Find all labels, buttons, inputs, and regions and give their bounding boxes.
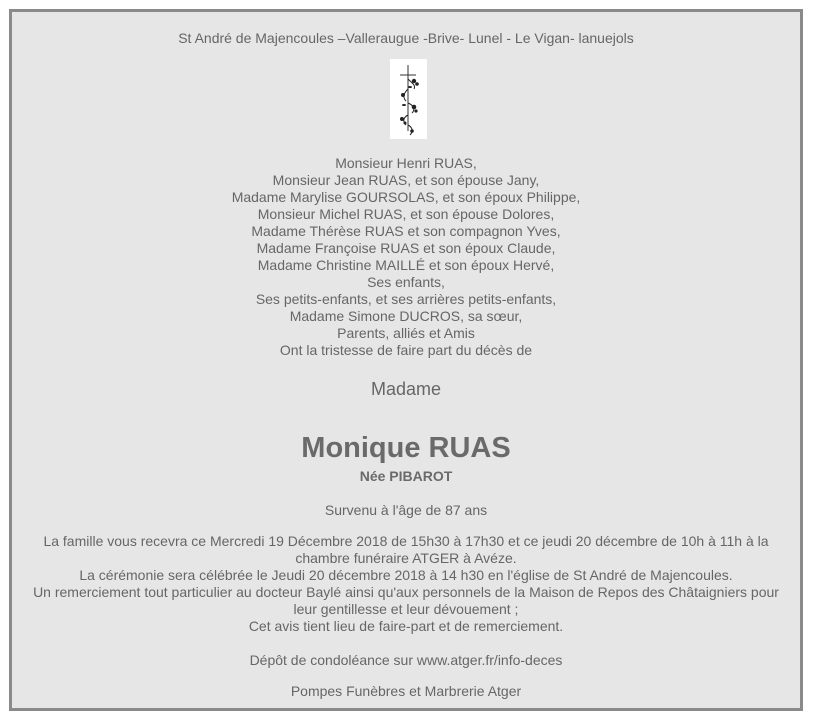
family-line: Monsieur Jean RUAS, et son épouse Jany,: [272, 172, 540, 188]
family-list: [12, 155, 800, 359]
family-line: Madame Thérèse RUAS et son compagnon Yves,: [251, 223, 561, 239]
details-line: La cérémonie sera célébrée le Jeudi 20 décembre 2018 à 14 h30 en l'église de St André de Majencoules.: [79, 567, 733, 583]
deceased-title: Madame: [370, 379, 442, 399]
family-line: Monsieur Michel RUAS, et son épouse Dolores,: [257, 206, 555, 222]
condolence-link-text: Dépôt de condoléance sur www.atger.fr/info-deces: [249, 652, 563, 668]
obituary-notice: [9, 9, 803, 711]
locations-header: St André de Majencoules –Valleraugue -Brive- Lunel - Le Vigan- lanuejols: [178, 30, 634, 46]
details-line: Cet avis tient lieu de faire-part et de remerciement.: [248, 618, 564, 634]
details-line: La famille vous recevra ce Mercredi 19 Décembre 2018 de 15h30 à 17h30 et ce jeudi 20 décembre de 10h à 11h à la chambre funéraire ATGER à Avéze.: [43, 533, 769, 566]
family-line: Madame Françoise RUAS et son époux Claude,: [256, 240, 556, 256]
family-line: Madame Simone DUCROS, sa sœur,: [289, 308, 523, 324]
family-line: Madame Marylise GOURSOLAS, et son époux Philippe,: [231, 189, 581, 205]
family-line: Ont la tristesse de faire part du décès de: [279, 342, 533, 358]
family-line: Parents, alliés et Amis: [337, 325, 475, 341]
family-line: Ses enfants,: [367, 274, 445, 290]
ceremony-details: [26, 533, 786, 635]
age-text: Survenu à l'âge de 87 ans: [324, 502, 488, 518]
cross-with-flowers-icon: [390, 59, 427, 139]
funeral-home-name: Pompes Funèbres et Marbrerie Atger: [290, 683, 522, 699]
details-line: Un remerciement tout particulier au docteur Baylé ainsi qu'aux personnels de la Maison de Repos des Châtaigniers pour leur gentillesse et leur dévouement ;: [33, 584, 779, 617]
maiden-name: Née PIBAROT: [359, 468, 453, 484]
deceased-name: Monique RUAS: [301, 432, 511, 464]
family-line: Monsieur Henri RUAS,: [335, 155, 477, 171]
family-line: Madame Christine MAILLÉ et son époux Hervé,: [257, 257, 555, 273]
family-line: Ses petits-enfants, et ses arrières petits-enfants,: [255, 291, 557, 307]
